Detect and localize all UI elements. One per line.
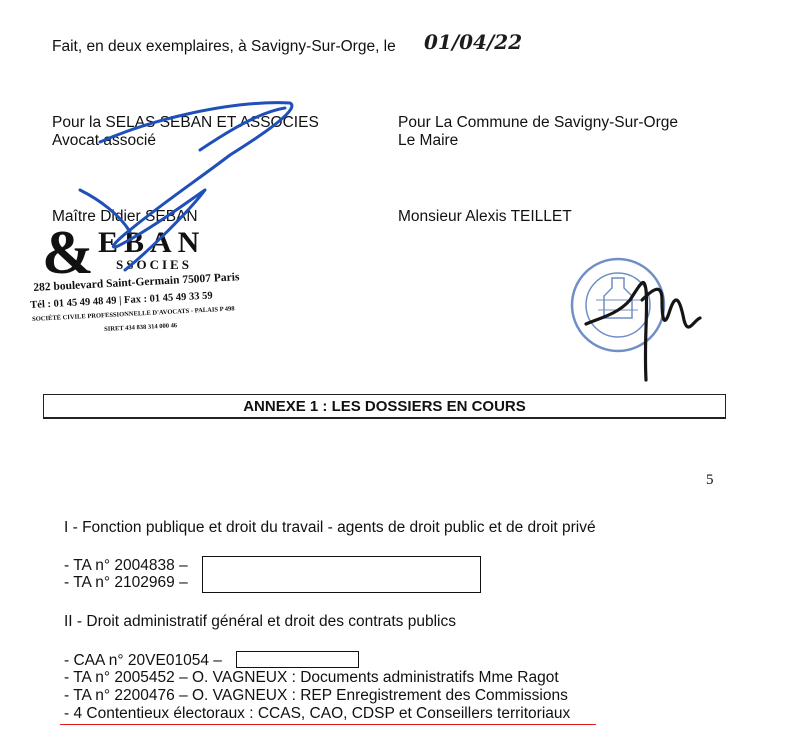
section1-item: - TA n° 2102969 – <box>64 574 188 591</box>
section1-heading: I - Fonction publique et droit du travail - agents de droit public et de droit privé <box>64 519 596 536</box>
annex-title-box <box>43 394 726 419</box>
left-party-line2: Avocat associé <box>52 132 156 149</box>
redaction-box <box>202 556 481 593</box>
firm-siret: SIRET 434 838 314 000 46 <box>104 322 178 333</box>
red-underline <box>60 724 596 725</box>
firm-phone: Tél : 01 45 49 48 49 | Fax : 01 45 49 33 59 <box>30 290 213 311</box>
firm-logo-sub: SSOCIES <box>116 257 192 272</box>
left-party-line1: Pour la SELAS SEBAN ET ASSOCIES <box>52 114 319 131</box>
section2-heading: II - Droit administratif général et droit des contrats publics <box>64 613 456 630</box>
right-party-line1: Pour La Commune de Savigny-Sur-Orge <box>398 114 678 131</box>
handwritten-date: 01/04/22 <box>424 30 523 54</box>
section2-item: - CAA n° 20VE01054 – <box>64 652 222 669</box>
intro-text: Fait, en deux exemplaires, à Savigny-Sur-Orge, le <box>52 38 396 55</box>
redaction-box <box>236 651 359 668</box>
left-signatory: Maître Didier SEBAN <box>52 208 198 225</box>
firm-address: 282 boulevard Saint-Germain 75007 Paris <box>33 271 240 294</box>
section2-item: - TA n° 2005452 – O. VAGNEUX : Documents administratifs Mme Ragot <box>64 669 559 686</box>
section1-item: - TA n° 2004838 – <box>64 557 188 574</box>
section2-item: - TA n° 2200476 – O. VAGNEUX : REP Enregistrement des Commissions <box>64 687 568 704</box>
ampersand-logo: & <box>42 219 94 287</box>
right-party-line2: Le Maire <box>398 132 459 149</box>
right-signatory: Monsieur Alexis TEILLET <box>398 208 572 225</box>
section2-item-highlighted: - 4 Contentieux électoraux : CCAS, CAO, CDSP et Conseillers territoriaux <box>64 705 571 722</box>
page-number: 5 <box>706 472 714 488</box>
annex-title: ANNEXE 1 : LES DOSSIERS EN COURS <box>243 397 526 415</box>
firm-logo-name: EBAN <box>98 226 206 259</box>
firm-society: SOCIÉTÉ CIVILE PROFESSIONNELLE D'AVOCATS - PALAIS P 498 <box>32 305 235 323</box>
